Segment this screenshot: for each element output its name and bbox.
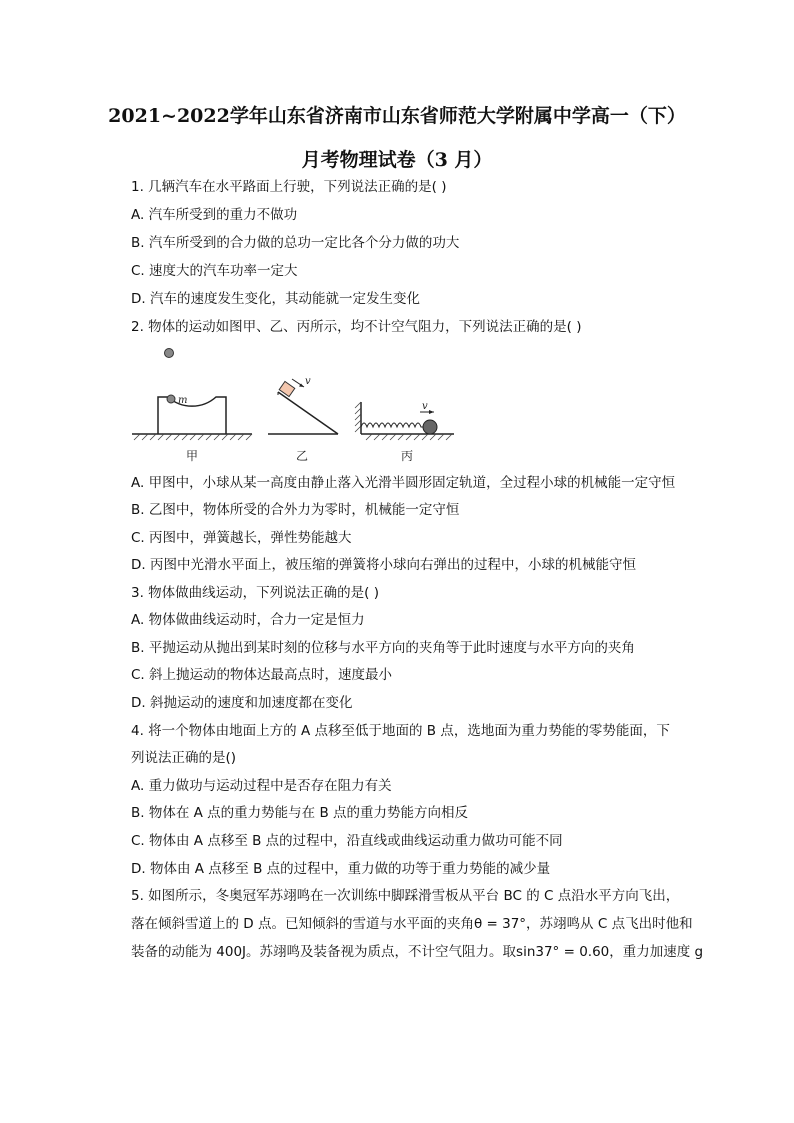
page-title-line2: 月考物理试卷（3 月） <box>301 149 493 171</box>
q2-option-a: A. 甲图中，小球从某一高度由静止落入光滑半圆形固定轨道，全过程小球的机械能一定守恒 <box>131 475 676 491</box>
q1-option-d: D. 汽车的速度发生变化，其动能就一定发生变化 <box>131 291 420 307</box>
q5-stem-line2: 落在倾斜雪道上的 D 点。已知倾斜的雪道与水平面的夹角θ = 37°，苏翊鸣从 C 点飞出时他和 <box>131 916 693 932</box>
caption-yi: 乙 <box>296 449 309 463</box>
label-m: m <box>178 395 188 406</box>
q4-stem-line2: 列说法正确的是() <box>131 750 237 766</box>
q2-figure <box>128 342 458 467</box>
q1-option-c: C. 速度大的汽车功率一定大 <box>131 263 298 279</box>
q2-option-c: C. 丙图中，弹簧越长，弹性势能越大 <box>131 530 352 546</box>
q4-option-a: A. 重力做功与运动过程中是否存在阻力有关 <box>131 778 392 794</box>
q3-stem: 3. 物体做曲线运动，下列说法正确的是( ) <box>131 585 379 601</box>
q4-option-d: D. 物体由 A 点移至 B 点的过程中，重力做的功等于重力势能的减少量 <box>131 861 551 877</box>
q1-stem: 1. 几辆汽车在水平路面上行驶，下列说法正确的是( ) <box>131 179 447 195</box>
q2-stem: 2. 物体的运动如图甲、乙、丙所示，均不计空气阻力，下列说法正确的是( ) <box>131 319 582 335</box>
q3-option-b: B. 平抛运动从抛出到某时刻的位移与水平方向的夹角等于此时速度与水平方向的夹角 <box>131 640 635 656</box>
label-v-yi: v <box>305 376 311 387</box>
q4-option-b: B. 物体在 A 点的重力势能与在 B 点的重力势能方向相反 <box>131 805 469 821</box>
q3-option-d: D. 斜抛运动的速度和加速度都在变化 <box>131 695 353 711</box>
half-pipe-track <box>158 397 226 434</box>
ball-m <box>167 395 175 403</box>
q3-option-c: C. 斜上抛运动的物体达最高点时，速度最小 <box>131 667 393 683</box>
q3-option-a: A. 物体做曲线运动时，合力一定是恒力 <box>131 612 365 628</box>
q4-option-c: C. 物体由 A 点移至 B 点的过程中，沿直线或曲线运动重力做功可能不同 <box>131 833 563 849</box>
falling-ball <box>165 349 174 358</box>
q2-option-b: B. 乙图中，物体所受的合外力为零时，机械能一定守恒 <box>131 502 460 518</box>
label-v-bing: v <box>422 401 428 412</box>
q1-option-a: A. 汽车所受到的重力不做功 <box>131 207 298 223</box>
q1-option-b: B. 汽车所受到的合力做的总功一定比各个分力做的功大 <box>131 235 460 251</box>
ball-bing <box>423 420 437 434</box>
q5-stem-line1: 5. 如图所示，冬奥冠军苏翊鸣在一次训练中脚踩滑雪板从平台 BC 的 C 点沿水平方向飞出， <box>131 888 680 904</box>
q5-stem-line3: 装备的动能为 400J。苏翊鸣及装备视为质点，不计空气阻力。取sin37° = 0.60，重力加速度 g <box>131 944 704 960</box>
incline <box>278 392 338 434</box>
caption-bing: 丙 <box>401 449 414 463</box>
caption-jia: 甲 <box>186 449 199 463</box>
q2-option-d: D. 丙图中光滑水平面上，被压缩的弹簧将小球向右弹出的过程中，小球的机械能守恒 <box>131 557 636 573</box>
page-title-line1: 2021~2022学年山东省济南市山东省师范大学附属中学高一（下） <box>108 105 686 127</box>
spring <box>361 423 423 427</box>
q4-stem-line1: 4. 将一个物体由地面上方的 A 点移至低于地面的 B 点，选地面为重力势能的零势能面，下 <box>131 723 670 739</box>
